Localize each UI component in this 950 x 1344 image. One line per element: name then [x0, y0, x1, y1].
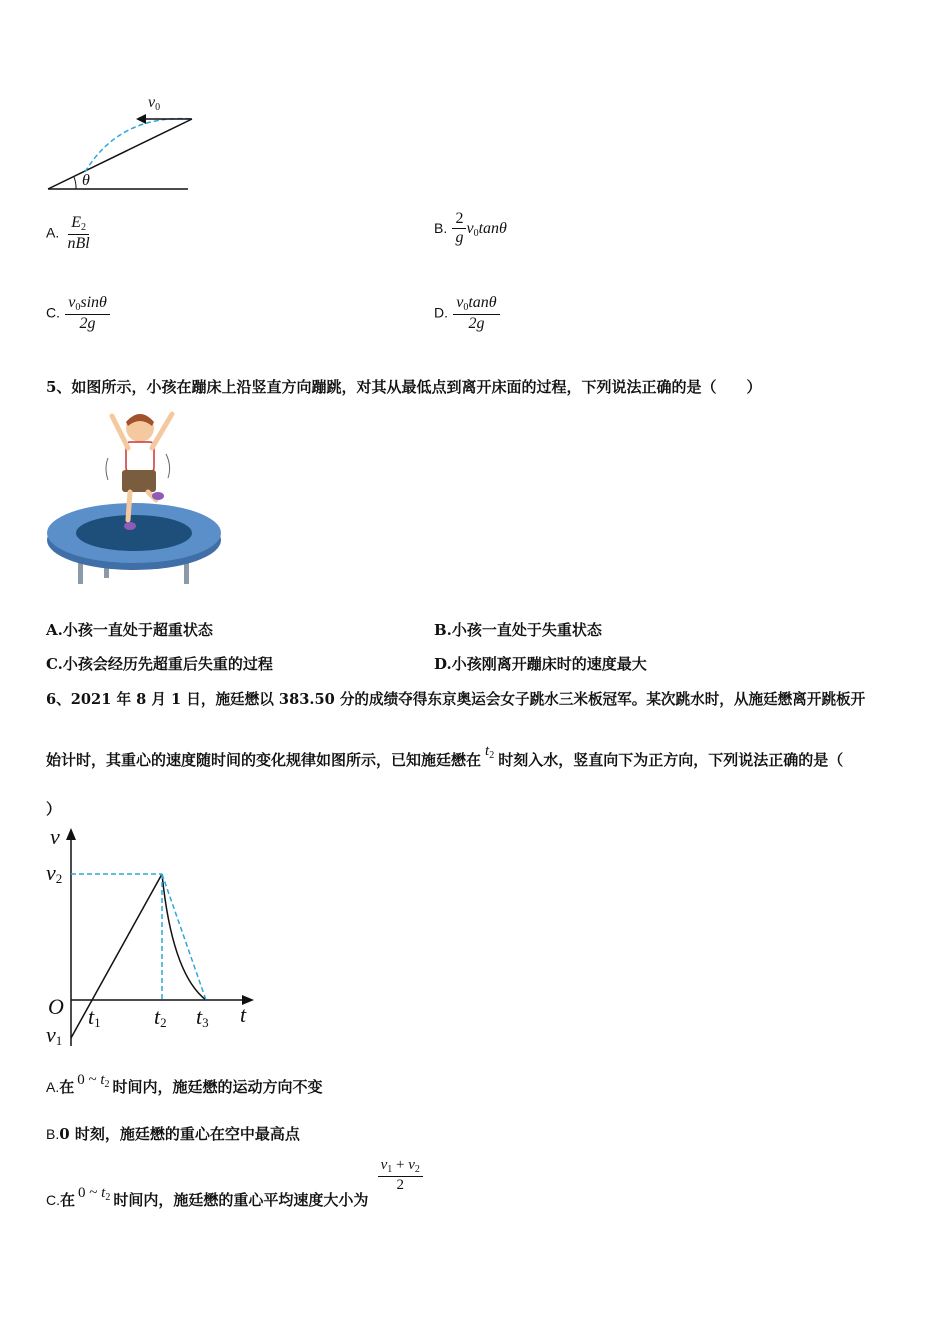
q6-stem-line2: 始计时，其重心的速度随时间的变化规律如图所示，已知施廷懋在 $t_2$ 时刻入水，竖直向下为正方向，下列说法正确的是（ — [46, 743, 844, 769]
q6-option-a[interactable]: A.在 0 ~ $t_2$ 时间内，施廷懋的运动方向不变 — [46, 1072, 323, 1096]
q4-option-a[interactable]: A. $\frac{E_2}{\text{nBl}}$ — [46, 214, 90, 252]
q5-option-c[interactable]: C.小孩会经历先超重后失重的过程 — [46, 655, 273, 673]
incline-figure — [40, 92, 210, 202]
theta-label: θ — [82, 172, 90, 189]
graph-v1-label: $v_1$ — [46, 1022, 63, 1048]
q5-option-a[interactable]: A.小孩一直处于超重状态 — [46, 621, 213, 639]
velocity-label: $v_0$ — [148, 94, 161, 113]
graph-origin-label: O — [48, 994, 64, 1019]
q6-option-c[interactable]: C.在 0 ~ $t_2$ 时间内，施廷懋的重心平均速度大小为 $\frac{v_1 + v_2}{2}$ — [46, 1157, 423, 1194]
q4-option-d[interactable]: D. $\frac{v_0\tan\theta}{2g}$ — [434, 294, 500, 333]
graph-t-axis-label: t — [240, 1002, 247, 1027]
q6-option-b[interactable]: B.0 时刻，施廷懋的重心在空中最高点 — [46, 1125, 300, 1143]
graph-v-axis-label: v — [50, 824, 60, 849]
q6-stem-line1: 6、2021 年 8 月 1 日，施廷懋以 383.50 分的成绩夺得东京奥运会女子跳水三米板冠军。某次跳水时，从施廷懋离开跳板开 — [46, 691, 866, 708]
q5-stem: 5、如图所示，小孩在蹦床上沿竖直方向蹦跳，对其从最低点到离开床面的过程，下列说法正确的是（ ） — [46, 378, 762, 396]
graph-v2-label: $v_2$ — [46, 860, 63, 886]
q4-option-c[interactable]: C. $\frac{v_0\sin\theta}{2g}$ — [46, 294, 110, 333]
q5-option-b[interactable]: B.小孩一直处于失重状态 — [434, 621, 602, 639]
graph-t2-label: $t_2$ — [154, 1004, 167, 1030]
trampoline-illustration — [44, 408, 224, 593]
q5-option-d[interactable]: D.小孩刚离开蹦床时的速度最大 — [434, 655, 647, 673]
graph-t1-label: $t_1$ — [88, 1004, 101, 1030]
q4-option-b[interactable]: B. $\frac{2}{g}$ $v_0\tan\theta$ — [434, 210, 507, 247]
graph-t3-label: $t_3$ — [196, 1004, 209, 1030]
q6-stem-line3: ） — [46, 800, 62, 818]
